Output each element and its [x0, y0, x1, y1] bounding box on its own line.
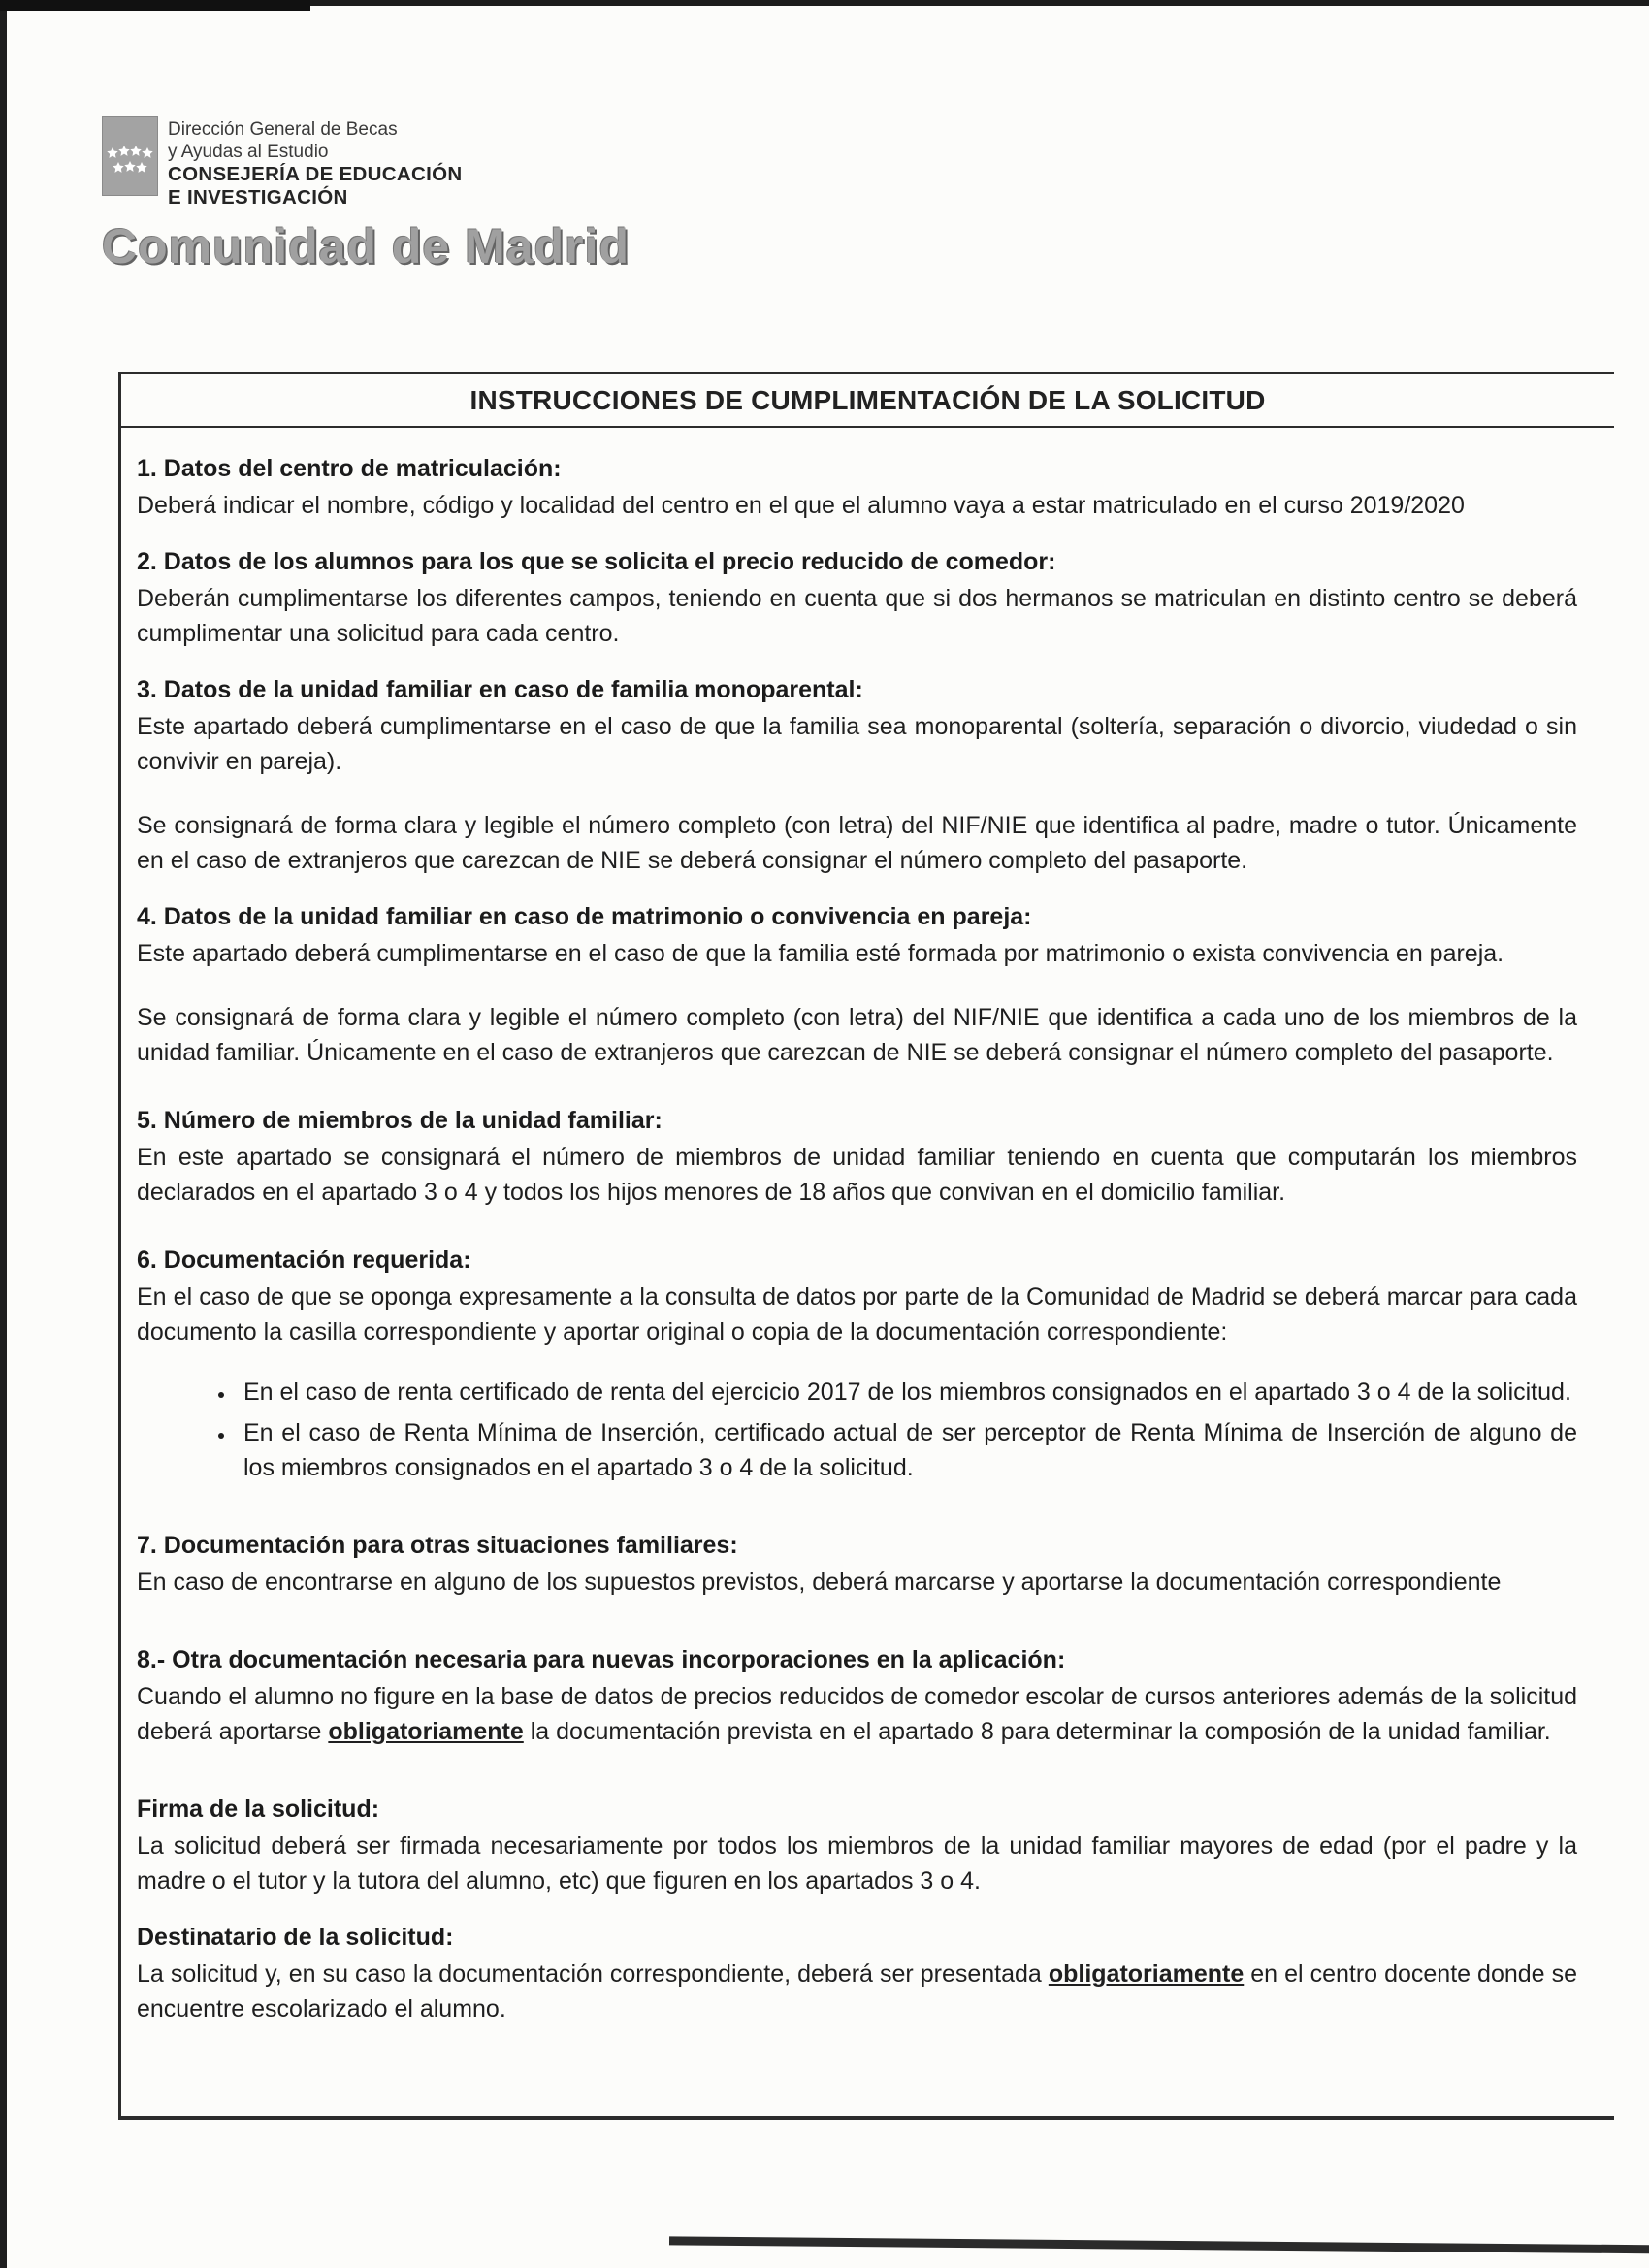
section-8-body-pre: Cuando el alumno no figure en la base de datos de precios reducidos de comedor escolar de cursos anteriores además de la solicitud deberá aportarse: [137, 1683, 1577, 1745]
section-3-body-1: Este apartado deberá cumplimentarse en el caso de que la familia sea monoparental (soltería, separación o divorcio, viudedad o sin convivir en pareja).: [137, 713, 1577, 775]
letterhead: [102, 116, 630, 275]
madrid-flag-icon: [102, 116, 158, 196]
section-5-heading: 5. Número de miembros de la unidad familiar:: [137, 1107, 663, 1134]
section-8-heading: 8.- Otra documentación necesaria para nuevas incorporaciones en la aplicación:: [137, 1646, 1066, 1673]
section-8-body-post: la documentación prevista en el apartado 8 para determinar la composión de la unidad familiar.: [523, 1718, 1551, 1745]
section-4-body-1: Este apartado deberá cumplimentarse en el caso de que la familia esté formada por matrimonio o exista convivencia en pareja.: [137, 940, 1504, 967]
section-1-body: Deberá indicar el nombre, código y localidad del centro en el que el alumno vaya a estar matriculado en el curso 2019/2020: [137, 492, 1465, 519]
destinatario-obligatoriamente: obligatoriamente: [1048, 1960, 1245, 1988]
section-6-body: En el caso de que se oponga expresamente a la consulta de datos por parte de la Comunidad de Madrid se deberá marcar para cada documento la casilla correspondiente y aportar original o copia de la documentación correspondiente:: [137, 1283, 1577, 1345]
section-1-heading: 1. Datos del centro de matriculación:: [137, 455, 562, 482]
destinatario-heading: Destinatario de la solicitud:: [137, 1924, 454, 1951]
destinatario-body-pre: La solicitud y, en su caso la documentación correspondiente, deberá ser presentada: [137, 1960, 1049, 1988]
org-line-2: E INVESTIGACIÓN: [168, 186, 348, 209]
scan-edge-top-corner: [0, 0, 310, 11]
section-destinatario: [137, 1920, 1577, 2026]
section-6-bullet-list: [209, 1375, 1577, 1485]
firma-heading: Firma de la solicitud:: [137, 1796, 380, 1823]
section-4: [137, 899, 1577, 1070]
section-2-heading: 2. Datos de los alumnos para los que se solicita el precio reducido de comedor:: [137, 548, 1056, 575]
section-3-body-2: Se consignará de forma clara y legible el número completo (con letra) del NIF/NIE que identifica al padre, madre o tutor. Únicamente en el caso de extranjeros que carezcan de NIE se deberá consignar el número completo del pasaporte.: [137, 812, 1577, 874]
document-title: INSTRUCCIONES DE CUMPLIMENTACIÓN DE LA SOLICITUD: [469, 384, 1266, 415]
bullet-renta-minima: • En el caso de Renta Mínima de Inserción, certificado actual de ser perceptor de Renta Mínima de Inserción de alguno de los miembros consignados en el apartado 3 o 4 de la solicitud.: [236, 1415, 1577, 1485]
section-7-heading: 7. Documentación para otras situaciones familiares:: [137, 1532, 738, 1559]
section-2-body: Deberán cumplimentarse los diferentes campos, teniendo en cuenta que si dos hermanos se matriculan en distinto centro se deberá cumplimentar una solicitud para cada centro.: [137, 585, 1577, 647]
destinatario-body: [137, 1957, 1577, 2026]
section-7: [137, 1528, 1577, 1600]
section-8-obligatoriamente: obligatoriamente: [328, 1718, 524, 1745]
section-7-body: En caso de encontrarse en alguno de los supuestos previstos, deberá marcarse y aportarse la documentación correspondiente: [137, 1569, 1502, 1596]
section-1: [137, 451, 1577, 523]
section-firma: [137, 1792, 1577, 1898]
instructions-box: [118, 372, 1614, 2120]
instructions-content: [121, 428, 1614, 2026]
section-6: [137, 1243, 1577, 1485]
scan-edge-left: [0, 0, 7, 2268]
org-line-1: CONSEJERÍA DE EDUCACIÓN: [168, 163, 463, 185]
firma-body: La solicitud deberá ser firmada necesariamente por todos los miembros de la unidad familiar mayores de edad (por el padre y la madre o el tutor y la tutora del alumno, etc) que figuren en los apartados 3 o 4.: [137, 1832, 1577, 1895]
title-bar: [121, 372, 1614, 428]
section-2: [137, 544, 1577, 651]
section-4-heading: 4. Datos de la unidad familiar en caso de matrimonio o convivencia en pareja:: [137, 903, 1032, 930]
section-8-body: [137, 1679, 1577, 1749]
section-3: [137, 672, 1577, 878]
dept-line-1: Dirección General de Becas: [168, 119, 398, 140]
section-5: [137, 1103, 1577, 1210]
dept-line-2: y Ayudas al Estudio: [168, 142, 329, 162]
section-3-heading: 3. Datos de la unidad familiar en caso de familia monoparental:: [137, 676, 863, 703]
bullet-renta: • En el caso de renta certificado de renta del ejercicio 2017 de los miembros consignados en el apartado 3 o 4 de la solicitud.: [236, 1375, 1577, 1409]
section-4-body-2: Se consignará de forma clara y legible el número completo (con letra) del NIF/NIE que identifica a cada uno de los miembros de la unidad familiar. Únicamente en el caso de extranjeros que carezcan de NIE se deberá consignar el número completo del pasaporte.: [137, 1004, 1577, 1066]
destinatario-body-post: en el centro docente donde se encuentre escolarizado el alumno.: [137, 1960, 1577, 2023]
brand-wordmark: Comunidad de Madrid: [102, 219, 630, 274]
section-6-heading: 6. Documentación requerida:: [137, 1247, 471, 1274]
scan-edge-bottom-line: [669, 2236, 1649, 2253]
section-8: [137, 1642, 1577, 1749]
section-5-body: En este apartado se consignará el número de miembros de unidad familiar teniendo en cuenta que computarán los miembros declarados en el apartado 3 o 4 y todos los hijos menores de 18 años que convivan en el domicilio familiar.: [137, 1144, 1577, 1206]
